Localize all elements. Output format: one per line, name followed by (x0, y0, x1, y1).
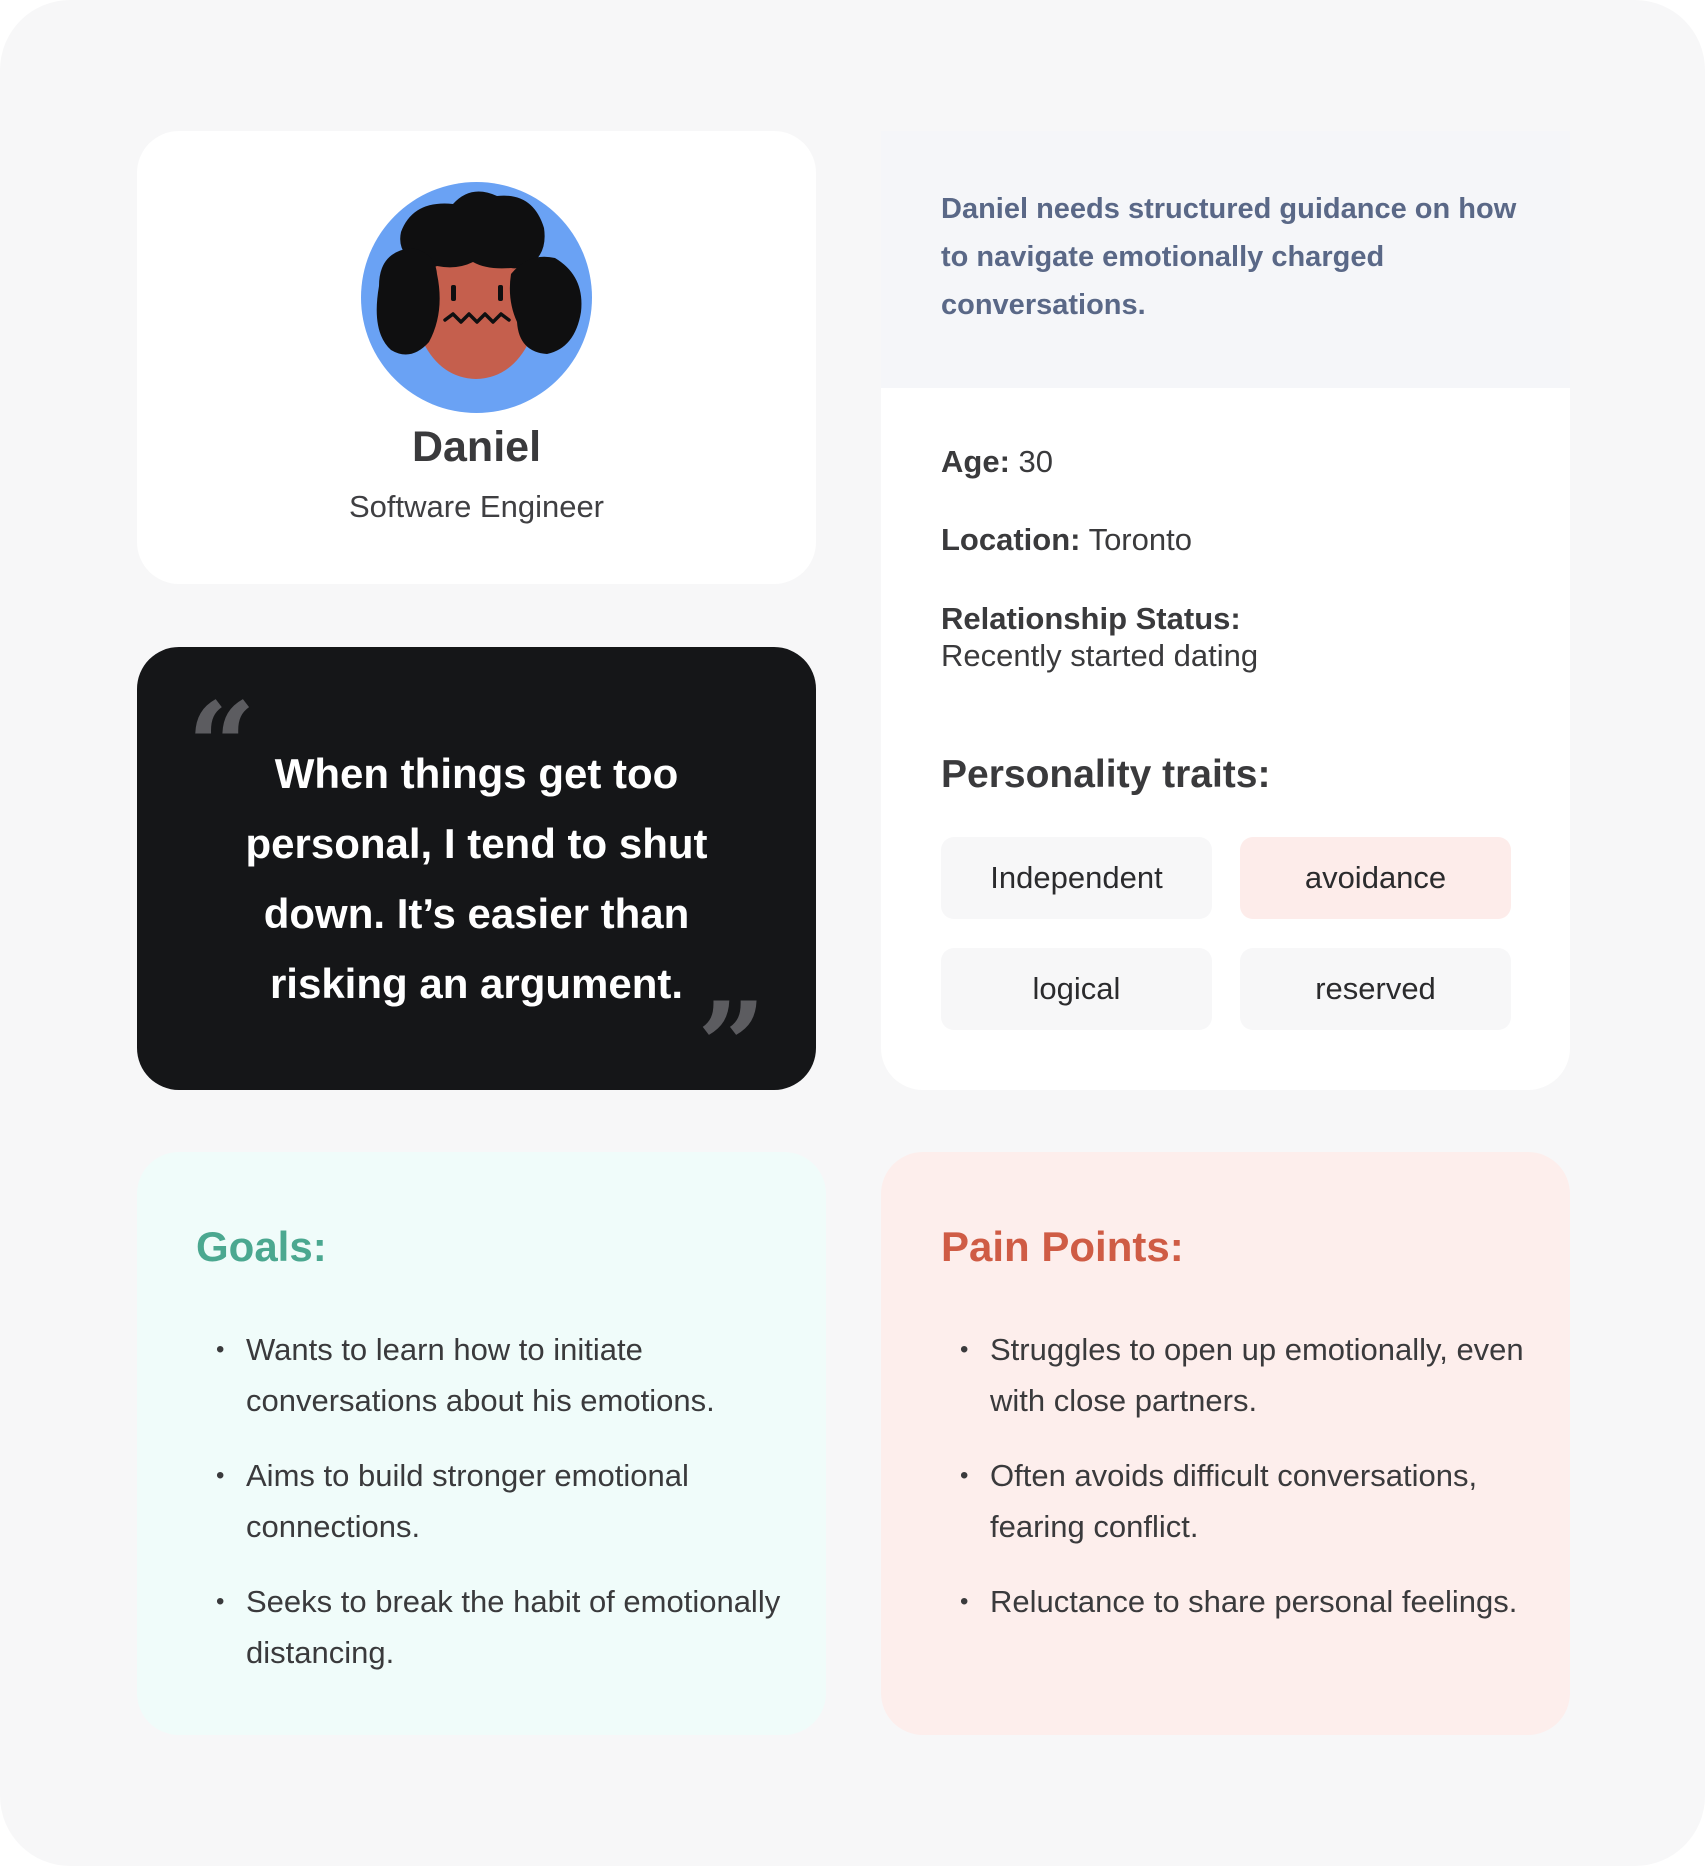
relationship-label-line (941, 600, 1241, 637)
location-value: Toronto (1088, 522, 1192, 557)
profile-name: Daniel (411, 423, 542, 471)
trait-chip: logical (941, 948, 1212, 1030)
quote-card (137, 647, 816, 1117)
avatar (361, 182, 592, 413)
pain-points-title: Pain Points: (941, 1223, 1184, 1270)
profile-card (137, 131, 816, 584)
goals-title: Goals: (196, 1223, 327, 1270)
list-item: • Seeks to break the habit of emotionally distancing. (197, 1576, 797, 1678)
pain-points-card (881, 1152, 1570, 1735)
need-summary-card (881, 131, 1570, 388)
person-worried-face-icon (361, 182, 592, 413)
trait-chip: Independent (941, 837, 1212, 919)
list-item: • Often avoids difficult conversations, fearing conflict. (941, 1450, 1541, 1552)
list-item: • Aims to build stronger emotional connections. (197, 1450, 797, 1552)
location-line (941, 521, 1192, 558)
age-line (941, 443, 1053, 480)
need-summary-text: Daniel needs structured guidance on how to navigate emotionally charged conversations. (941, 193, 1517, 321)
trait-chip: avoidance (1240, 837, 1511, 919)
location-label: Location: (941, 522, 1081, 557)
goals-card (137, 1152, 826, 1735)
open-quote-icon: “ (187, 676, 257, 817)
goals-list (197, 1324, 797, 1702)
age-value: 30 (1018, 444, 1053, 479)
list-item: • Reluctance to share personal feelings. (941, 1576, 1541, 1627)
relationship-value: Recently started dating (941, 638, 1259, 673)
profile-role: Software Engineer (348, 489, 605, 524)
list-item: • Struggles to open up emotionally, even with close partners. (941, 1324, 1541, 1426)
age-label: Age: (941, 444, 1010, 479)
pain-points-list (941, 1324, 1541, 1651)
close-quote-icon: ” (696, 976, 766, 1117)
trait-chip: reserved (1240, 948, 1511, 1030)
list-item: • Wants to learn how to initiate conversations about his emotions. (197, 1324, 797, 1426)
relationship-label: Relationship Status: (941, 601, 1241, 636)
info-card (881, 388, 1570, 1090)
quote-text: When things get too personal, I tend to shut down. It’s easier than risking an argument. (245, 750, 708, 1007)
traits-title: Personality traits: (941, 753, 1271, 796)
